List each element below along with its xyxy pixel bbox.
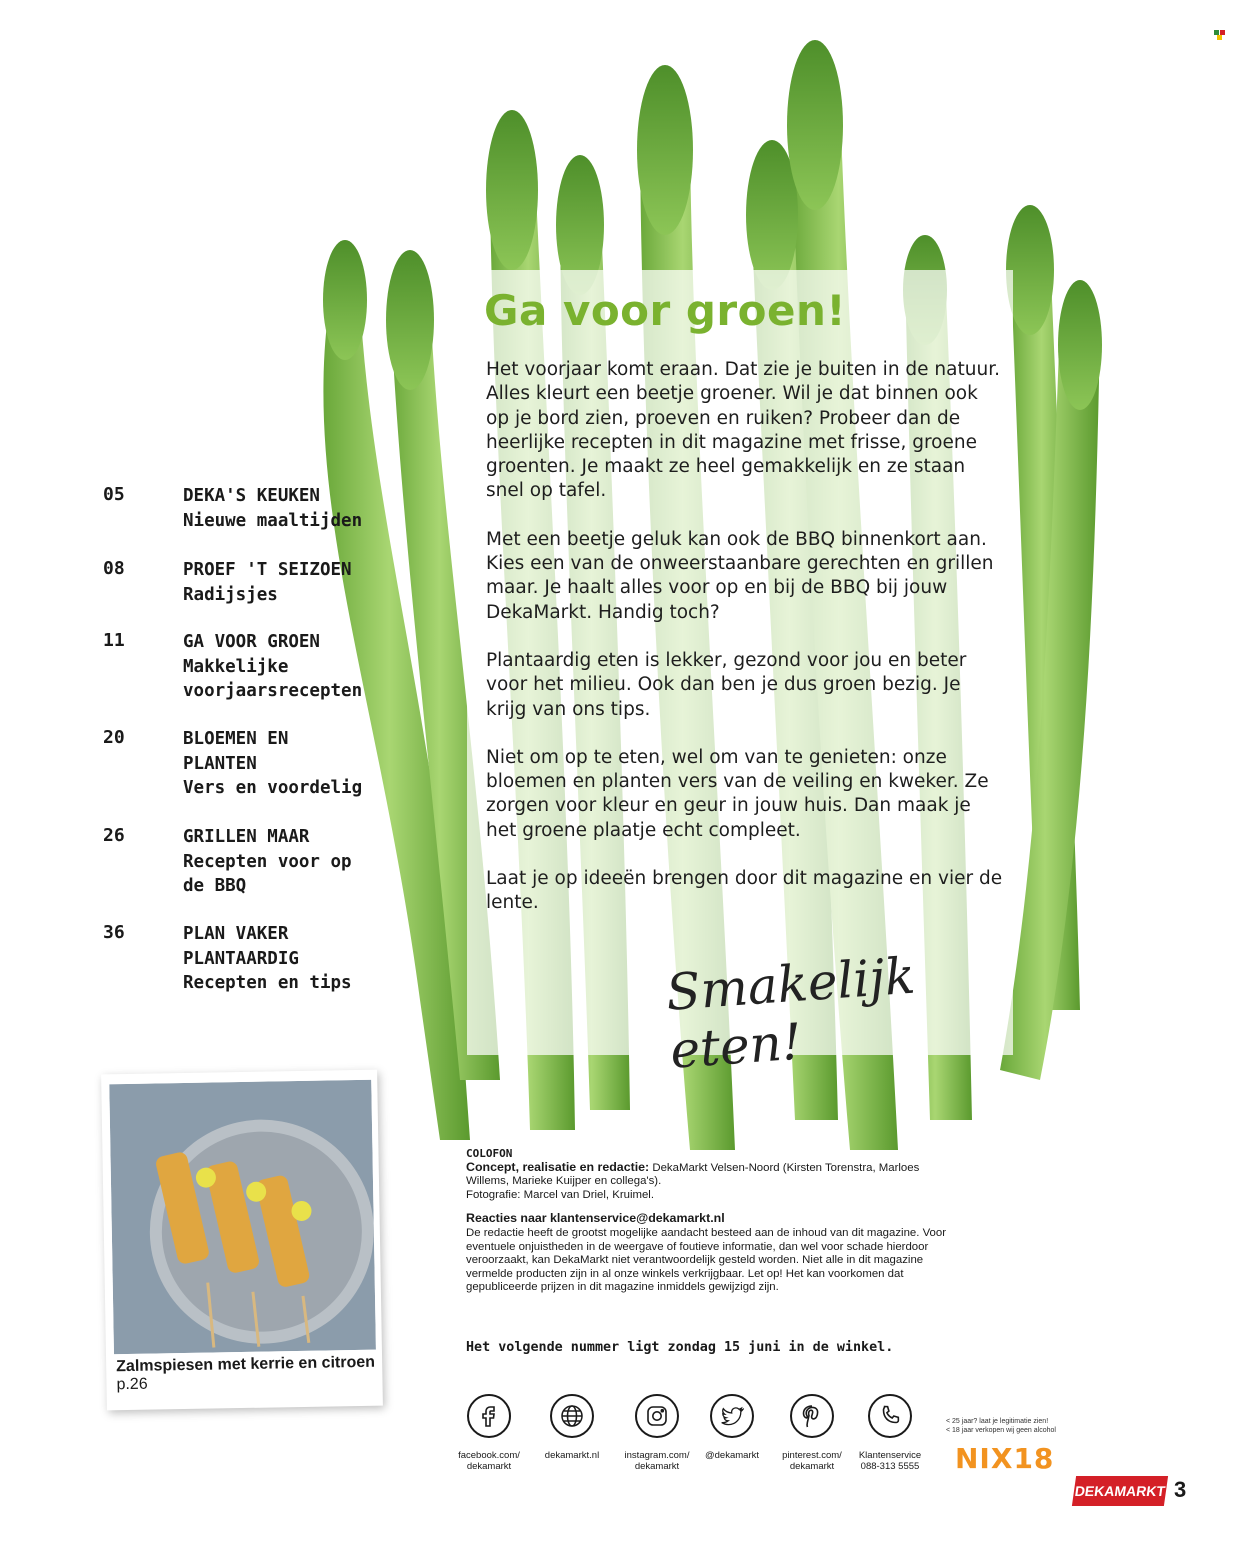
intro-body bbox=[486, 358, 1006, 940]
toc-title bbox=[183, 630, 383, 704]
next-issue-notice: Het volgende nummer ligt zondag 15 juni in de winkel. bbox=[466, 1340, 894, 1355]
recipe-polaroid[interactable] bbox=[101, 1070, 383, 1411]
social-label: @dekamarkt bbox=[705, 1450, 759, 1461]
social-twitter[interactable] bbox=[692, 1394, 772, 1461]
nix-note-line: < 18 jaar verkopen wij geen alcohol bbox=[946, 1426, 1056, 1434]
intro-paragraph: Niet om op te eten, wel om van te genieten: onze bloemen en planten vers van de veiling en kweker. Ze zorgen voor kleur en geur in jouw huis. Dan maak je het groene plaatje echt compleet. bbox=[486, 746, 989, 841]
intro-title: Ga voor groen! bbox=[484, 286, 847, 335]
toc-page-number: 05 bbox=[103, 484, 125, 505]
toc-line: DEKA'S KEUKEN bbox=[183, 486, 320, 506]
intro-paragraph: Het voorjaar komt eraan. Dat zie je buiten in de natuur. Alles kleurt een beetje groener. Wil je dat binnen ook op je bord zien, proeven en ruiken? Probeer dan de heerlijke recepten in dit magazine met frisse, groene groenten. Je maakt ze heel gemakkelijk en ze staan snel op tafel. bbox=[486, 359, 1000, 502]
page-number: 3 bbox=[1174, 1477, 1187, 1502]
toc-line: Nieuwe maaltijden bbox=[183, 510, 363, 531]
toc-line: GRILLEN MAAR bbox=[183, 827, 310, 847]
recipe-caption bbox=[116, 1354, 377, 1395]
nix-note-line: < 25 jaar? laat je legitimatie zien! bbox=[946, 1418, 1049, 1425]
colofon bbox=[466, 1147, 946, 1295]
salmon-skewers-photo bbox=[109, 1080, 376, 1355]
globe-icon bbox=[550, 1394, 594, 1438]
toc-page-number: 20 bbox=[103, 727, 125, 748]
colofon-concept-text: DekaMarkt Velsen-Noord (Kirsten Torenstra, Marloes Willems, Marieke Kuijper en collega's). bbox=[466, 1161, 920, 1188]
toc-line: BLOEMEN EN bbox=[183, 729, 289, 749]
colofon-disclaimer: De redactie heeft de grootst mogelijke aandacht besteed aan de inhoud van dit magazine. Voor eventuele onjuistheden in de weergave of foutieve informatie, dan wel voor schade hierdoor veroorzaakt, kan DekaMarkt niet verantwoordelijk gesteld worden. Niet alle in dit magazine vermelde producten zijn in al onze winkels verkrijgbaar. Let op! Het kan voorkomen dat gepubliceerde prijzen in dit magazine inmiddels gewijzigd zijn. bbox=[466, 1226, 946, 1294]
intro-paragraph: Plantaardig eten is lekker, gezond voor jou en beter voor het milieu. Ook dan ben je dus groen bezig. Je krijg van ons tips. bbox=[486, 649, 967, 720]
toc-line: PLAN VAKER bbox=[183, 924, 289, 944]
intro-paragraph: Met een beetje geluk kan ook de BBQ binnenkort aan. Kies een van de onweerstaanbare gerechten en grillen maar. Je haalt alles voor op en bij de BBQ bij jouw DekaMarkt. Handig toch? bbox=[486, 528, 994, 623]
social-label: Klantenservice bbox=[858, 1450, 922, 1461]
toc-page-number: 11 bbox=[103, 630, 125, 651]
toc-line: Radijsjes bbox=[183, 584, 278, 605]
social-label: pinterest.com/ bbox=[782, 1450, 842, 1461]
toc-title bbox=[183, 484, 383, 533]
toc-line: Vers en voordelig bbox=[183, 778, 363, 798]
toc-line: GA VOOR GROEN bbox=[183, 632, 320, 652]
colofon-reactions[interactable]: Reacties naar klantenservice@dekamarkt.nl bbox=[466, 1211, 725, 1226]
social-phone[interactable] bbox=[850, 1394, 930, 1472]
facebook-icon bbox=[467, 1394, 511, 1438]
toc-line: PLANTEN bbox=[183, 753, 257, 774]
social-facebook[interactable] bbox=[449, 1394, 529, 1472]
toc-page-number: 36 bbox=[103, 922, 125, 943]
social-website[interactable] bbox=[532, 1394, 612, 1461]
toc-line: Recepten en tips bbox=[183, 973, 352, 993]
dekamarkt-logo: DEKAMARKT bbox=[1072, 1476, 1168, 1506]
signature bbox=[664, 935, 978, 1080]
recipe-page-ref: p.26 bbox=[116, 1375, 148, 1394]
social-label: dekamarkt bbox=[466, 1461, 512, 1472]
toc-title bbox=[183, 825, 383, 899]
nix18-logo: NIX18 bbox=[955, 1442, 1055, 1475]
nix-age-note bbox=[946, 1418, 1076, 1435]
toc-title bbox=[183, 922, 383, 996]
social-instagram[interactable] bbox=[617, 1394, 697, 1472]
recipe-name: Zalmspiesen met kerrie en citroen bbox=[116, 1353, 376, 1376]
social-label: dekamarkt.nl bbox=[544, 1450, 600, 1461]
social-label: facebook.com/ bbox=[458, 1450, 520, 1461]
social-label: 088-313 5555 bbox=[860, 1461, 920, 1472]
colofon-photo: Fotografie: Marcel van Driel, Kruimel. bbox=[466, 1188, 655, 1201]
instagram-icon bbox=[635, 1394, 679, 1438]
toc-page-number: 26 bbox=[103, 825, 125, 846]
toc-line: PLANTAARDIG bbox=[183, 948, 299, 969]
social-label: dekamarkt bbox=[789, 1461, 835, 1472]
colofon-concept bbox=[466, 1161, 946, 1189]
toc-line: Recepten voor op bbox=[183, 851, 352, 872]
color-mark bbox=[1214, 30, 1226, 40]
signature-text: Smakelijk eten! bbox=[664, 946, 917, 1080]
pinterest-icon bbox=[790, 1394, 834, 1438]
intro-paragraph: Laat je op ideeën brengen door dit magazine en vier de lente. bbox=[486, 868, 1003, 914]
twitter-icon bbox=[710, 1394, 754, 1438]
toc-line: de BBQ bbox=[183, 876, 247, 896]
toc-line: Makkelijke bbox=[183, 656, 289, 677]
toc-line: voorjaarsrecepten bbox=[183, 681, 363, 701]
toc-page-number: 08 bbox=[103, 558, 125, 579]
colofon-concept-label: Concept, realisatie en redactie: bbox=[466, 1159, 650, 1174]
toc-line: PROEF 'T SEIZOEN bbox=[183, 560, 352, 580]
toc-title bbox=[183, 727, 383, 801]
colofon-heading: COLOFON bbox=[466, 1147, 513, 1160]
social-label: dekamarkt bbox=[634, 1461, 680, 1472]
social-label: instagram.com/ bbox=[624, 1450, 690, 1461]
phone-icon bbox=[868, 1394, 912, 1438]
social-pinterest[interactable] bbox=[772, 1394, 852, 1472]
toc-title bbox=[183, 558, 383, 607]
